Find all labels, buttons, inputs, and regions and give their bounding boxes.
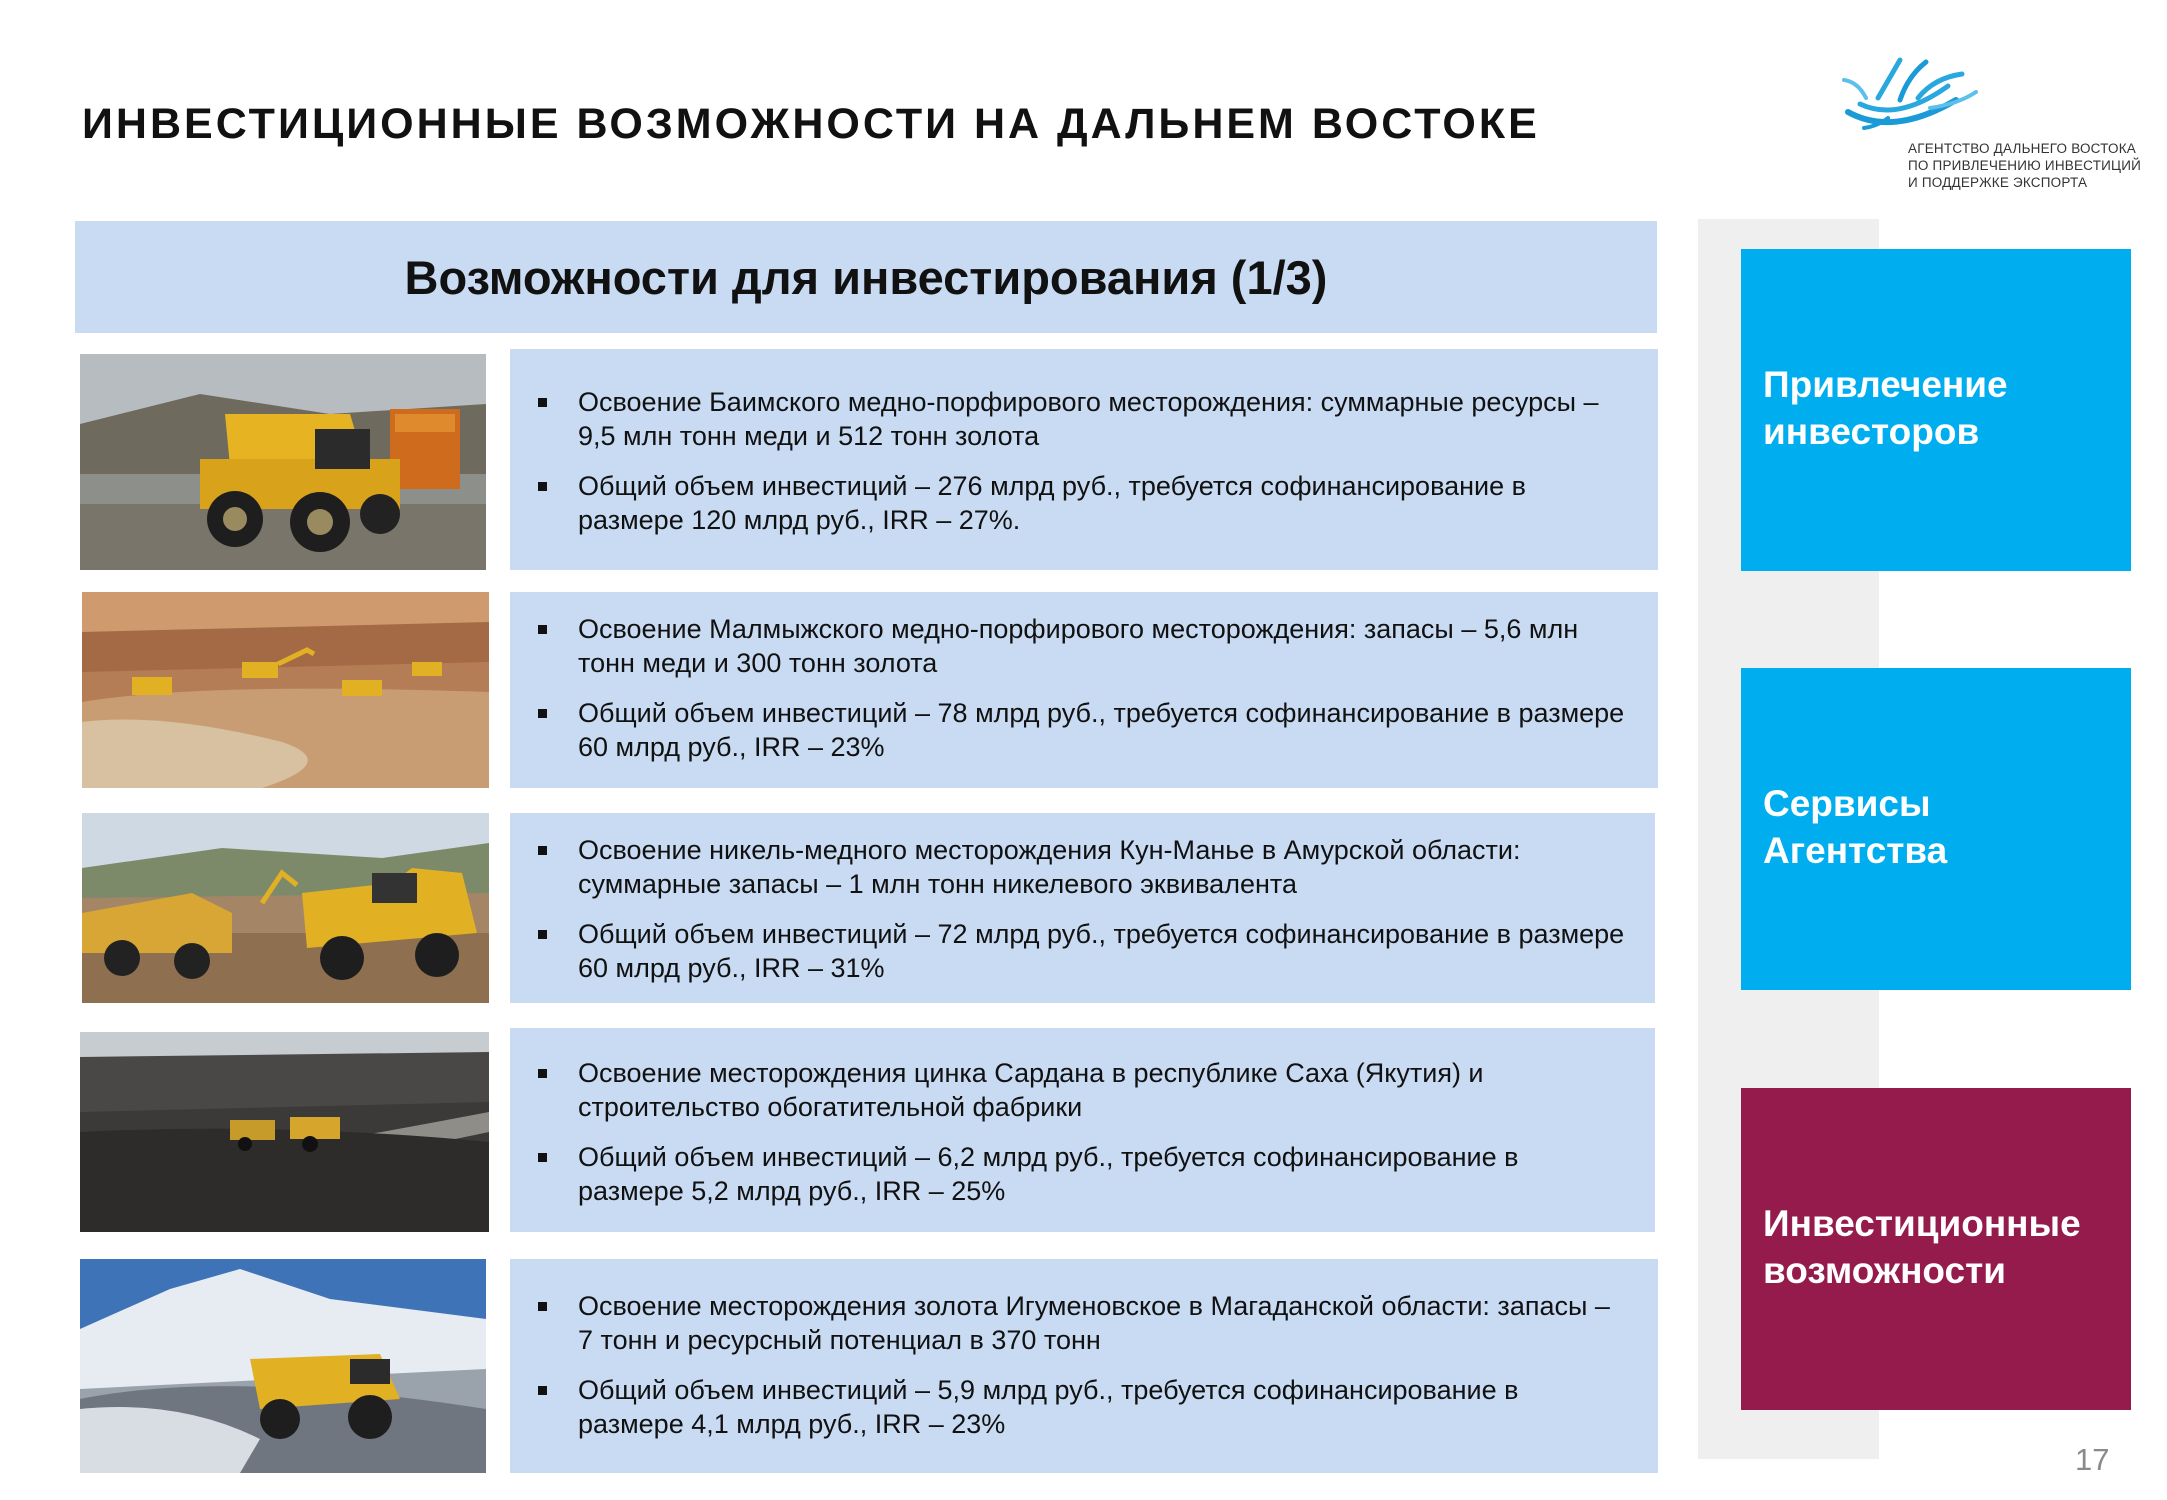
bullet-square-icon	[538, 930, 547, 939]
sidebar-item-label: Привлечение инвесторов	[1763, 364, 2008, 452]
open-pit-excavators-photo	[82, 592, 489, 788]
list-item: Общий объем инвестиций – 276 млрд руб., требуется софинансирование в размере 120 млрд руб., IRR – 27%.	[536, 469, 1628, 537]
list-item: Освоение Малмыжского медно-порфирового месторождения: запасы – 5,6 млн тонн меди и 300 тонн золота	[536, 612, 1628, 680]
list-item: Общий объем инвестиций – 72 млрд руб., требуется софинансирование в размере 60 млрд руб., IRR – 31%	[536, 917, 1625, 985]
bullet-square-icon	[538, 846, 547, 855]
sidebar-item-investment-opportunities[interactable]	[1741, 1088, 2131, 1410]
bullet-square-icon	[538, 709, 547, 718]
bullet-square-icon	[538, 625, 547, 634]
winter-dump-truck-photo	[80, 1259, 486, 1473]
page-number: 17	[2075, 1442, 2110, 1477]
articulated-haulers-photo	[82, 813, 489, 1003]
project-card-malmyzhskoye	[510, 592, 1658, 788]
list-item: Освоение никель-медного месторождения Кун-Манье в Амурской области: суммарные запасы – 1 млн тонн никелевого эквивалента	[536, 833, 1625, 901]
section-title: Возможности для инвестирования (1/3)	[404, 250, 1328, 304]
project-card-igumenovskoye	[510, 1259, 1658, 1473]
lotus-logo-icon	[1838, 52, 1988, 142]
dark-quarry-trucks-photo	[80, 1032, 489, 1232]
sidebar-item-agency-services[interactable]	[1741, 668, 2131, 990]
sidebar-item-attract-investors[interactable]	[1741, 249, 2131, 571]
page-title: ИНВЕСТИЦИОННЫЕ ВОЗМОЖНОСТИ НА ДАЛЬНЕМ ВОСТОКЕ	[82, 100, 1540, 148]
project-card-kun-manye	[510, 813, 1655, 1003]
bullet-square-icon	[538, 1069, 547, 1078]
bullet-square-icon	[538, 1153, 547, 1162]
agency-logo-text: АГЕНТСТВО ДАЛЬНЕГО ВОСТОКА ПО ПРИВЛЕЧЕНИЮ ИНВЕСТИЦИЙ И ПОДДЕРЖКЕ ЭКСПОРТА	[1908, 141, 2142, 190]
list-item: Освоение месторождения цинка Сардана в республике Саха (Якутия) и строительство обогатительной фабрики	[536, 1056, 1625, 1124]
project-card-sardana	[510, 1028, 1655, 1232]
agency-logo[interactable]	[1838, 52, 2142, 202]
sidebar-item-label: Сервисы Агентства	[1763, 783, 1948, 871]
bullet-square-icon	[538, 1386, 547, 1395]
mining-dump-truck-photo	[80, 354, 486, 570]
list-item: Общий объем инвестиций – 5,9 млрд руб., требуется софинансирование в размере 4,1 млрд руб., IRR – 23%	[536, 1373, 1628, 1441]
bullet-square-icon	[538, 482, 547, 491]
list-item: Освоение месторождения золота Игуменовское в Магаданской области: запасы – 7 тонн и ресурсный потенциал в 370 тонн	[536, 1289, 1628, 1357]
list-item: Освоение Баимского медно-порфирового месторождения: суммарные ресурсы – 9,5 млн тонн меди и 512 тонн золота	[536, 385, 1628, 453]
bullet-square-icon	[538, 398, 547, 407]
list-item: Общий объем инвестиций – 78 млрд руб., требуется софинансирование в размере 60 млрд руб., IRR – 23%	[536, 696, 1628, 764]
project-card-baimskoye	[510, 349, 1658, 570]
sidebar-item-label: Инвестиционные возможности	[1763, 1203, 2081, 1291]
list-item: Общий объем инвестиций – 6,2 млрд руб., требуется софинансирование в размере 5,2 млрд руб., IRR – 25%	[536, 1140, 1625, 1208]
bullet-square-icon	[538, 1302, 547, 1311]
section-header	[75, 221, 1657, 333]
